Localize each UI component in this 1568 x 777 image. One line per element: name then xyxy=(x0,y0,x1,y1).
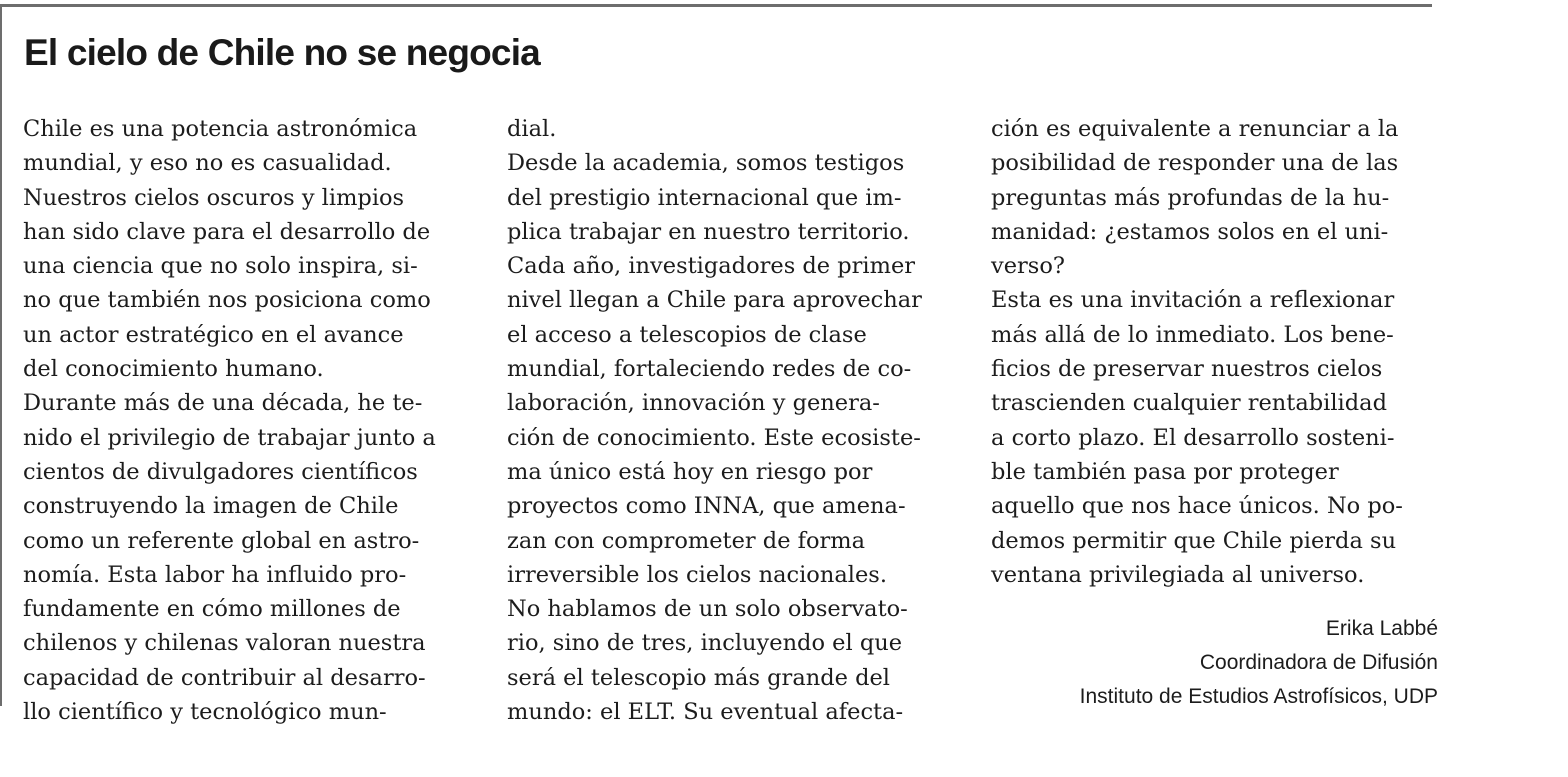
author-signature xyxy=(1080,612,1438,714)
text-line: nomía. Esta labor ha influido pro- xyxy=(23,561,407,588)
text-line: ventana privilegiada al universo. xyxy=(991,561,1365,588)
text-line: mundial, fortaleciendo redes de co- xyxy=(507,356,912,383)
text-line: a corto plazo. El desarrollo sosteni- xyxy=(991,424,1395,451)
text-line: Cada año, investigadores de primer xyxy=(507,253,916,280)
text-line: Chile es una potencia astronómica xyxy=(23,116,418,142)
text-line: más allá de lo inmediato. Los bene- xyxy=(991,321,1394,348)
article-column-1 xyxy=(23,112,436,729)
author-role: Coordinadora de Difusión xyxy=(1199,651,1438,674)
text-line: proyectos como INNA, que amena- xyxy=(507,493,906,520)
text-line: cientos de divulgadores científicos xyxy=(23,458,418,485)
text-line: será el telescopio más grande del xyxy=(507,664,891,691)
text-line: demos permitir que Chile pierda su xyxy=(991,527,1397,554)
text-line: han sido clave para el desarrollo de xyxy=(23,218,431,245)
text-line: Esta es una invitación a reflexionar xyxy=(991,287,1395,314)
text-line: llo científico y tecnológico mun- xyxy=(23,699,387,726)
text-line: construyendo la imagen de Chile xyxy=(23,493,399,520)
text-line: laboración, innovación y genera- xyxy=(507,390,880,417)
author-name: Erika Labbé xyxy=(1325,617,1438,640)
article-column-3 xyxy=(991,112,1403,592)
text-line: chilenos y chilenas valoran nuestra xyxy=(23,630,426,657)
text-line: verso? xyxy=(991,253,1065,280)
text-line: Durante más de una década, he te- xyxy=(23,390,423,417)
text-line: ma único está hoy en riesgo por xyxy=(507,458,873,485)
text-line: como un referente global en astro- xyxy=(23,527,420,554)
text-line: fundamente en cómo millones de xyxy=(23,596,401,623)
text-line: trascienden cualquier rentabilidad xyxy=(991,390,1387,417)
text-line: ción es equivalente a renunciar a la xyxy=(991,116,1399,142)
text-line: Desde la academia, somos testigos xyxy=(507,150,905,177)
text-line: Nuestros cielos oscuros y limpios xyxy=(23,184,405,211)
left-rule xyxy=(0,4,2,706)
top-rule xyxy=(0,4,1432,7)
author-institution: Instituto de Estudios Astrofísicos, UDP xyxy=(1079,685,1438,708)
text-line: irreversible los cielos nacionales. xyxy=(507,561,887,588)
text-line: no que también nos posiciona como xyxy=(23,287,431,314)
text-line: posibilidad de responder una de las xyxy=(991,150,1399,177)
text-line: mundial, y eso no es casualidad. xyxy=(23,150,392,177)
text-line: del conocimiento humano. xyxy=(23,356,324,383)
text-line: manidad: ¿estamos solos en el uni- xyxy=(991,218,1389,245)
text-line: del prestigio internacional que im- xyxy=(507,184,902,211)
text-line: ción de conocimiento. Este ecosiste- xyxy=(507,424,921,451)
text-line: rio, sino de tres, incluyendo el que xyxy=(507,630,903,657)
article-headline: El cielo de Chile no se negocia xyxy=(24,32,540,73)
text-line: aquello que nos hace únicos. No po- xyxy=(991,493,1403,520)
text-line: una ciencia que no solo inspira, si- xyxy=(23,253,418,280)
text-line: ficios de preservar nuestros cielos xyxy=(991,356,1383,383)
text-line: nivel llegan a Chile para aprovechar xyxy=(507,287,922,314)
text-line: plica trabajar en nuestro territorio. xyxy=(507,218,910,245)
text-line: zan con comprometer de forma xyxy=(507,527,866,554)
text-line: capacidad de contribuir al desarro- xyxy=(23,664,426,691)
text-line: No hablamos de un solo observato- xyxy=(507,596,908,623)
article-column-2 xyxy=(507,112,922,729)
text-line: un actor estratégico en el avance xyxy=(23,321,404,348)
text-line: nido el privilegio de trabajar junto a xyxy=(23,424,436,451)
text-line: ble también pasa por proteger xyxy=(991,458,1339,485)
text-line: mundo: el ELT. Su eventual afecta- xyxy=(507,699,904,726)
text-line: el acceso a telescopios de clase xyxy=(507,321,867,348)
text-line: dial. xyxy=(507,116,557,142)
text-line: preguntas más profundas de la hu- xyxy=(991,184,1390,211)
